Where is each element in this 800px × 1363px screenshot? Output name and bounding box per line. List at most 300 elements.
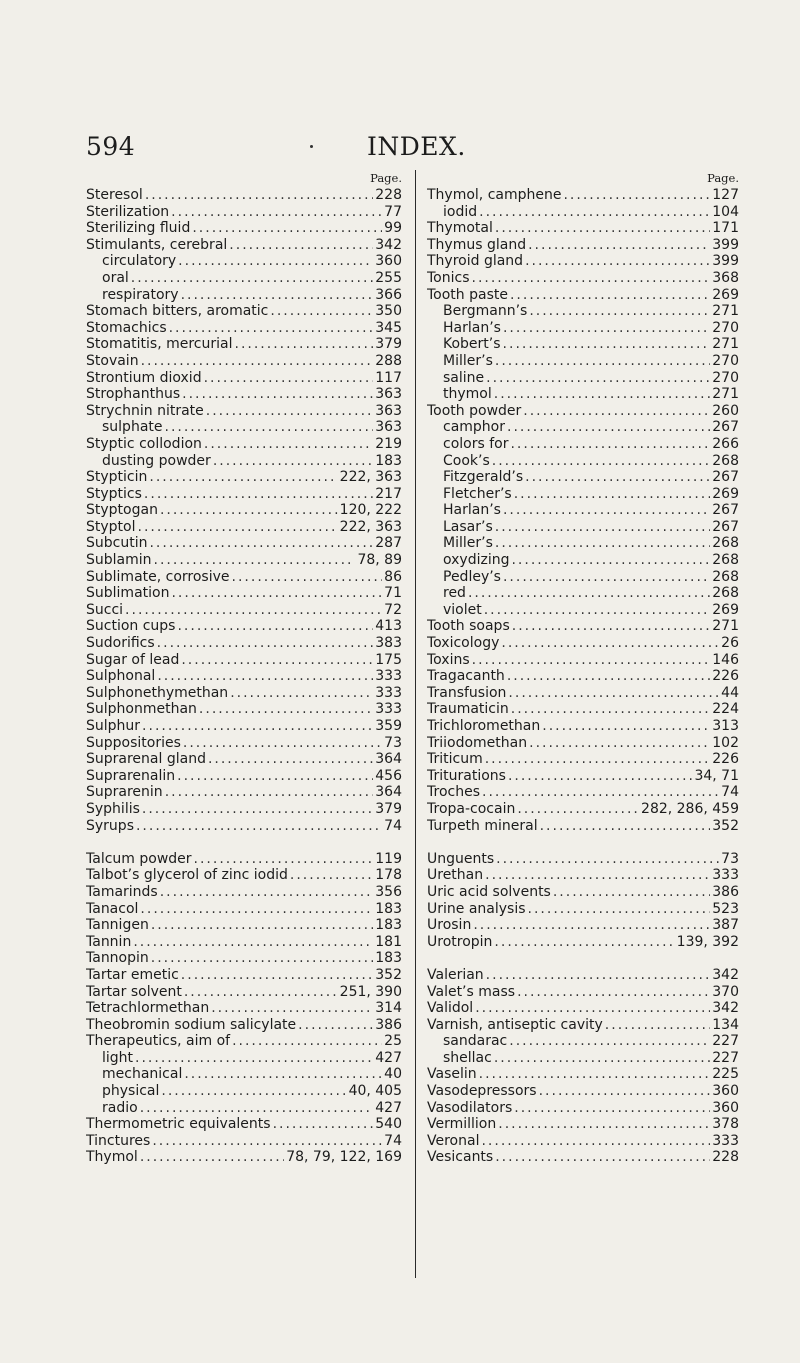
entry-pages: 251, 390: [339, 983, 402, 1000]
dot-leader: [468, 585, 710, 602]
dot-leader: [503, 569, 710, 586]
entry-term: Transfusion: [427, 684, 507, 701]
right-index-list: [427, 187, 741, 1166]
entry-term: Thyroid gland: [427, 253, 524, 270]
dot-leader: [540, 818, 711, 835]
entry-term: Vesicants: [427, 1149, 494, 1166]
index-entry: [86, 1149, 404, 1166]
index-entry: [427, 1000, 741, 1017]
entry-term: violet: [443, 601, 482, 618]
entry-pages: 267: [712, 518, 739, 535]
index-entry: [86, 336, 404, 353]
entry-term: red: [443, 585, 466, 602]
entry-pages: 183: [375, 950, 402, 967]
dot-leader: [481, 1133, 710, 1150]
index-entry: [86, 735, 404, 752]
entry-term: Unguents: [427, 850, 495, 867]
entry-term: oral: [102, 269, 129, 286]
entry-pages: 222, 363: [339, 469, 402, 486]
index-subentry: [427, 386, 741, 403]
dot-leader: [192, 220, 382, 237]
index-entry: [427, 1116, 741, 1133]
entry-pages: 345: [375, 319, 402, 336]
index-entry: [427, 818, 741, 835]
dot-leader: [160, 502, 338, 519]
dot-leader: [510, 287, 710, 304]
index-entry: [427, 1100, 741, 1117]
entry-pages: 74: [384, 1132, 402, 1149]
entry-pages: 78, 79, 122, 169: [286, 1149, 402, 1166]
dot-leader: [154, 552, 356, 569]
entry-term: Stomach bitters, aromatic: [86, 303, 269, 320]
dot-leader: [208, 751, 373, 768]
index-entry: [86, 618, 404, 635]
entry-pages: 171: [712, 220, 739, 237]
entry-term: Valet’s mass: [427, 983, 516, 1000]
group-gap: [427, 834, 741, 851]
entry-term: Lasar’s: [443, 518, 493, 535]
dot-leader: [539, 1083, 711, 1100]
index-entry: [86, 386, 404, 403]
entry-pages: 268: [712, 568, 739, 585]
entry-pages: 139, 392: [676, 933, 739, 950]
entry-pages: 268: [712, 585, 739, 602]
entry-term: Suppositories: [86, 734, 181, 751]
entry-term: Syphilis: [86, 800, 140, 817]
index-entry: [86, 204, 404, 221]
entry-pages: 34, 71: [694, 767, 739, 784]
entry-term: Valerian: [427, 966, 484, 983]
index-subentry: [427, 419, 741, 436]
entry-term: Tooth soaps: [427, 618, 510, 635]
entry-pages: 25: [384, 1033, 402, 1050]
entry-pages: 363: [375, 402, 402, 419]
entry-pages: 181: [375, 933, 402, 950]
index-subentry: [427, 336, 741, 353]
index-entry: [86, 436, 404, 453]
entry-term: Strontium dioxid: [86, 369, 202, 386]
dot-leader: [514, 1100, 710, 1117]
dot-leader: [514, 486, 711, 503]
entry-pages: 40, 405: [348, 1083, 402, 1100]
dot-leader: [525, 253, 710, 270]
index-entry: [86, 320, 404, 337]
entry-pages: 359: [375, 718, 402, 734]
entry-term: Sublamin: [86, 552, 152, 569]
entry-term: Sulphonal: [86, 668, 156, 685]
entry-pages: 269: [712, 601, 739, 618]
entry-term: Triturations: [427, 767, 506, 784]
entry-pages: 523: [712, 900, 739, 917]
dot-leader: [503, 320, 710, 337]
dot-leader: [235, 336, 374, 353]
entry-term: Tanacol: [86, 900, 139, 917]
entry-pages: 413: [375, 618, 402, 635]
entry-term: Tartar emetic: [86, 966, 179, 983]
entry-pages: 228: [375, 187, 402, 203]
entry-pages: 370: [712, 983, 739, 1000]
dot-leader: [475, 1000, 710, 1017]
index-entry: [427, 735, 741, 752]
entry-pages: 364: [375, 751, 402, 768]
index-entry: [427, 901, 741, 918]
dot-leader: [473, 917, 710, 934]
entry-term: Vaselin: [427, 1066, 477, 1083]
dot-leader: [270, 303, 373, 320]
entry-term: Theobromin sodium salicylate: [86, 1016, 297, 1033]
entry-pages: 73: [384, 734, 402, 751]
dot-leader: [495, 353, 710, 370]
entry-term: Suction cups: [86, 618, 176, 635]
entry-term: radio: [102, 1099, 138, 1116]
entry-pages: 342: [375, 236, 402, 253]
entry-term: Vermillion: [427, 1116, 497, 1133]
dot-leader: [472, 652, 711, 669]
dot-leader: [511, 552, 710, 569]
entry-term: Tropa-cocain: [427, 800, 516, 817]
entry-pages: 227: [712, 1033, 739, 1050]
dot-leader: [165, 784, 374, 801]
index-subentry: [427, 469, 741, 486]
entry-pages: 360: [375, 253, 402, 270]
entry-term: Talcum powder: [86, 850, 192, 867]
entry-term: Thymol, camphene: [427, 187, 562, 203]
index-entry: [427, 967, 741, 984]
index-entry: [86, 303, 404, 320]
index-entry: [86, 751, 404, 768]
dot-leader: [479, 1066, 711, 1083]
dot-leader: [136, 818, 382, 835]
index-entry: [427, 270, 741, 287]
index-entry: [427, 618, 741, 635]
entry-pages: 456: [375, 767, 402, 784]
index-entry: [427, 784, 741, 801]
page-column-label: Page.: [707, 171, 739, 185]
entry-term: Cook’s: [443, 452, 490, 469]
entry-term: Steresol: [86, 187, 143, 203]
index-entry: [86, 469, 404, 486]
entry-term: Subcutin: [86, 535, 148, 552]
entry-term: Fitzgerald’s: [443, 469, 524, 486]
dot-leader: [149, 535, 373, 552]
index-entry: [86, 519, 404, 536]
dot-leader: [498, 1116, 710, 1133]
index-subentry: [86, 270, 404, 287]
dot-leader: [508, 685, 719, 702]
entry-pages: 271: [712, 618, 739, 635]
dot-leader: [161, 1083, 346, 1100]
entry-pages: 314: [375, 1000, 402, 1017]
index-entry: [427, 984, 741, 1001]
entry-pages: 540: [375, 1116, 402, 1133]
page-column-label: Page.: [370, 171, 402, 185]
dot-leader: [194, 851, 374, 868]
entry-term: Tooth paste: [427, 286, 508, 303]
entry-pages: 271: [712, 303, 739, 320]
dot-leader: [169, 320, 374, 337]
entry-pages: 217: [375, 485, 402, 502]
index-entry: [86, 768, 404, 785]
entry-pages: 267: [712, 469, 739, 486]
entry-term: dusting powder: [102, 452, 211, 469]
entry-pages: 119: [375, 850, 402, 867]
entry-pages: 271: [712, 386, 739, 403]
entry-term: Sudorifics: [86, 635, 155, 652]
entry-term: Tannigen: [86, 917, 149, 934]
entry-pages: 99: [384, 220, 402, 237]
index-subentry: [427, 535, 741, 552]
index-entry: [86, 502, 404, 519]
index-entry: [86, 950, 404, 967]
index-subentry: [86, 1100, 404, 1117]
entry-pages: 270: [712, 319, 739, 336]
entry-pages: 378: [712, 1116, 739, 1133]
entry-pages: 224: [712, 701, 739, 718]
entry-term: Thermometric equivalents: [86, 1116, 271, 1133]
dot-leader: [509, 1033, 710, 1050]
entry-pages: 228: [712, 1149, 739, 1166]
entry-pages: 313: [712, 718, 739, 734]
entry-term: Therapeutics, aim of: [86, 1033, 231, 1050]
index-subentry: [427, 519, 741, 536]
index-entry: [86, 370, 404, 387]
entry-pages: 363: [375, 386, 402, 403]
entry-pages: 342: [712, 966, 739, 983]
index-entry: [86, 652, 404, 669]
entry-term: shellac: [443, 1049, 492, 1066]
running-title: INDEX.: [367, 132, 466, 161]
entry-term: thymol: [443, 386, 492, 403]
dot-leader: [503, 336, 711, 353]
entry-pages: 74: [721, 784, 739, 801]
entry-pages: 379: [375, 800, 402, 817]
index-entry: [427, 253, 741, 270]
entry-term: Styptogan: [86, 502, 158, 519]
entry-pages: 267: [712, 502, 739, 519]
dot-leader: [523, 403, 710, 420]
entry-pages: 226: [712, 751, 739, 768]
entry-term: sulphate: [102, 419, 163, 436]
entry-pages: 366: [375, 286, 402, 303]
dot-leader: [529, 303, 710, 320]
entry-pages: 356: [375, 883, 402, 900]
entry-term: Troches: [427, 784, 480, 801]
entry-term: Styptic collodion: [86, 435, 202, 452]
dot-leader: [496, 851, 719, 868]
entry-term: Talbot’s glycerol of zinc iodid: [86, 867, 288, 884]
dot-leader: [144, 486, 373, 503]
index-entry: [86, 569, 404, 586]
dot-leader: [140, 1149, 284, 1166]
index-entry: [86, 552, 404, 569]
index-subentry: [86, 287, 404, 304]
dot-leader: [178, 253, 373, 270]
index-entry: [86, 701, 404, 718]
index-subentry: [427, 569, 741, 586]
entry-pages: 270: [712, 352, 739, 369]
entry-term: Sulphonethymethan: [86, 684, 229, 701]
index-entry: [86, 967, 404, 984]
entry-term: Styptics: [86, 485, 142, 502]
entry-pages: 120, 222: [339, 502, 402, 519]
index-subentry: [86, 419, 404, 436]
entry-term: Sulphur: [86, 718, 141, 734]
dot-leader: [142, 801, 373, 818]
index-entry: [427, 867, 741, 884]
entry-term: Tooth powder: [427, 402, 522, 419]
index-subentry: [427, 204, 741, 221]
dot-leader: [495, 1149, 710, 1166]
entry-term: Styptol: [86, 518, 136, 535]
dot-leader: [528, 901, 711, 918]
index-entry: [86, 934, 404, 951]
index-subentry: [427, 502, 741, 519]
entry-pages: 387: [712, 917, 739, 934]
dot-leader: [563, 187, 710, 204]
entry-term: Stypticin: [86, 469, 148, 486]
dot-leader: [232, 1033, 382, 1050]
entry-pages: 86: [384, 568, 402, 585]
index-subentry: [427, 370, 741, 387]
entry-term: Triiodomethan: [427, 734, 528, 751]
index-entry: [86, 917, 404, 934]
dot-leader: [495, 519, 711, 536]
entry-term: Tannopin: [86, 950, 149, 967]
index-entry: [427, 1133, 741, 1150]
entry-term: Stimulants, cerebral: [86, 236, 228, 253]
entry-term: Toxins: [427, 651, 470, 668]
dot-leader: [482, 784, 719, 801]
entry-term: sandarac: [443, 1033, 508, 1050]
index-entry: [86, 585, 404, 602]
entry-term: Stomachics: [86, 319, 167, 336]
entry-pages: 269: [712, 485, 739, 502]
entry-pages: 333: [375, 684, 402, 701]
entry-term: physical: [102, 1083, 160, 1100]
index-entry: [427, 1017, 741, 1034]
dot-leader: [199, 701, 373, 718]
entry-term: Sterilizing fluid: [86, 220, 191, 237]
entry-term: Thymus gland: [427, 236, 527, 253]
entry-pages: 399: [712, 236, 739, 253]
index-entry: [427, 1066, 741, 1083]
dot-leader: [290, 867, 373, 884]
index-entry: [86, 486, 404, 503]
entry-pages: 178: [375, 867, 402, 884]
entry-pages: 146: [712, 651, 739, 668]
dot-leader: [211, 1000, 373, 1017]
dot-leader: [171, 585, 382, 602]
dot-leader: [511, 701, 711, 718]
dot-leader: [507, 668, 710, 685]
entry-term: Harlan’s: [443, 502, 501, 519]
entry-term: Syrups: [86, 817, 134, 834]
entry-pages: 104: [712, 203, 739, 220]
dot-leader: [501, 635, 719, 652]
index-entry: [86, 1000, 404, 1017]
entry-pages: 266: [712, 435, 739, 452]
index-entry: [86, 237, 404, 254]
dot-leader: [140, 901, 373, 918]
group-gap: [86, 834, 404, 851]
dot-leader: [177, 768, 373, 785]
dot-leader: [125, 602, 382, 619]
entry-term: Tamarinds: [86, 883, 158, 900]
dot-leader: [495, 220, 710, 237]
dot-leader: [181, 287, 374, 304]
dot-leader: [528, 237, 710, 254]
dot-leader: [160, 884, 374, 901]
entry-term: Validol: [427, 1000, 474, 1017]
right-index-column: [427, 170, 741, 1166]
dot-leader: [485, 867, 710, 884]
entry-term: Toxicology: [427, 635, 500, 652]
entry-term: Strophanthus: [86, 386, 181, 403]
entry-term: Tartar solvent: [86, 983, 182, 1000]
entry-pages: 360: [712, 1083, 739, 1100]
entry-pages: 44: [721, 684, 739, 701]
entry-pages: 268: [712, 535, 739, 552]
entry-pages: 74: [384, 817, 402, 834]
index-subentry: [86, 253, 404, 270]
entry-term: Kobert’s: [443, 336, 501, 353]
index-entry: [86, 187, 404, 204]
entry-term: Miller’s: [443, 535, 493, 552]
dot-leader: [152, 1133, 382, 1150]
index-entry: [86, 403, 404, 420]
dot-leader: [484, 602, 711, 619]
dot-leader: [485, 751, 711, 768]
dot-leader: [181, 967, 373, 984]
entry-pages: 183: [375, 917, 402, 934]
dot-leader: [157, 635, 374, 652]
dot-leader: [494, 934, 674, 951]
entry-pages: 282, 286, 459: [641, 800, 739, 817]
entry-pages: 73: [721, 850, 739, 867]
dot-leader: [512, 618, 711, 635]
entry-pages: 267: [712, 419, 739, 436]
index-entry: [427, 237, 741, 254]
page-header: [0, 132, 800, 162]
column-divider: [415, 170, 416, 1278]
entry-term: Suprarenal gland: [86, 751, 206, 768]
entry-term: respiratory: [102, 286, 179, 303]
entry-pages: 102: [712, 734, 739, 751]
entry-pages: 368: [712, 269, 739, 286]
entry-pages: 268: [712, 552, 739, 569]
index-entry: [86, 685, 404, 702]
entry-term: Sterilization: [86, 203, 170, 220]
dot-leader: [138, 519, 338, 536]
dot-leader: [517, 984, 710, 1001]
entry-term: circulatory: [102, 253, 177, 270]
entry-term: Urethan: [427, 867, 484, 884]
entry-term: colors for: [443, 435, 509, 452]
dot-leader: [232, 569, 383, 586]
entry-term: saline: [443, 369, 485, 386]
index-entry: [86, 984, 404, 1001]
index-entry: [86, 635, 404, 652]
dot-leader: [529, 735, 710, 752]
index-entry: [86, 818, 404, 835]
entry-pages: 40: [384, 1066, 402, 1083]
entry-term: Tragacanth: [427, 668, 505, 685]
dot-leader: [479, 204, 710, 221]
entry-term: Thymol: [86, 1149, 138, 1166]
index-subentry: [427, 585, 741, 602]
index-entry: [427, 403, 741, 420]
index-subentry: [86, 1050, 404, 1067]
